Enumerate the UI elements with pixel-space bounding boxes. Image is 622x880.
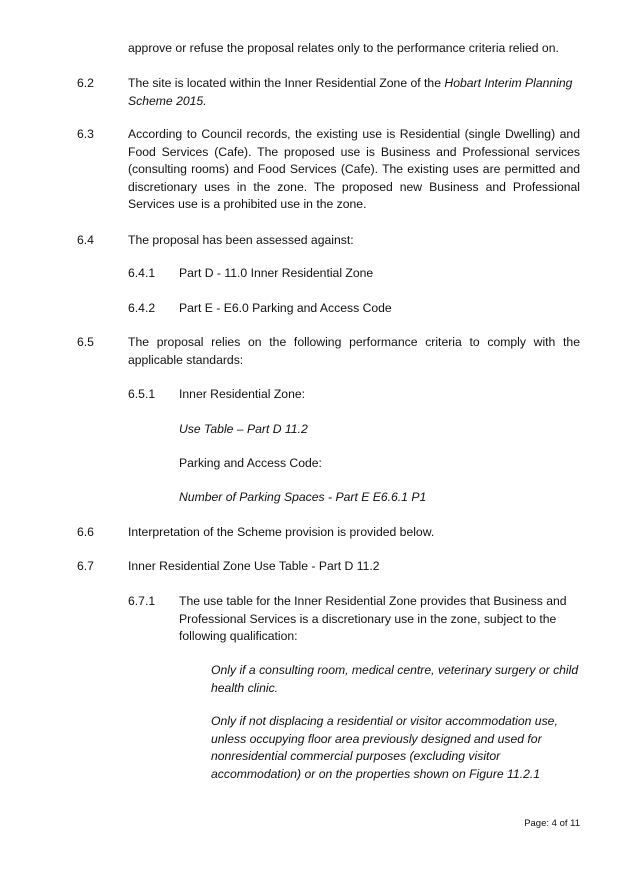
section-6-3-number: 6.3 (77, 127, 94, 141)
section-6-6-text: Interpretation of the Scheme provision is provided below. (128, 525, 435, 539)
section-6-2-scheme-title: Hobart Interim Planning Scheme 2015. (128, 76, 573, 108)
section-6-2-text (128, 75, 580, 110)
section-6-4-1-text: Part D - 11.0 Inner Residential Zone (179, 266, 374, 280)
section-6-7-1-text: The use table for the Inner Residential Zone provides that Business and Professional Services is a discretionary use in the zone, subject to the following qualification: (179, 594, 567, 644)
continuation-text: approve or refuse the proposal relates only to the performance criteria relied on. (128, 41, 559, 55)
section-6-7-text: Inner Residential Zone Use Table - Part D 11.2 (128, 559, 380, 573)
zone-label: Inner Residential Zone: (179, 387, 306, 401)
section-6-4-text: The proposal has been assessed against: (128, 233, 354, 247)
qualification-quote-2: Only if not displacing a residential or visitor accommodation use, unless occupying floor area previously designed and used for nonresidential commercial purposes (excluding visitor accommodation) or on the properties shown on Figure 11.2.1 (211, 714, 558, 781)
section-6-2-number: 6.2 (77, 76, 94, 90)
section-6-4-2-number: 6.4.2 (128, 301, 156, 315)
section-6-5-text: The proposal relies on the following performance criteria to comply with the applicable standards: (128, 335, 580, 367)
section-6-5-number: 6.5 (77, 335, 94, 349)
section-6-4-number: 6.4 (77, 233, 94, 247)
page-number: Page: 4 of 11 (524, 818, 580, 829)
section-6-2-body: The site is located within the Inner Residential Zone of the (128, 76, 445, 90)
section-6-4-2-text: Part E - E6.0 Parking and Access Code (179, 301, 392, 315)
qualification-quote-1: Only if a consulting room, medical centre, veterinary surgery or child health clinic. (211, 663, 579, 695)
section-6-5-1-number: 6.5.1 (128, 387, 156, 401)
section-6-6-number: 6.6 (77, 525, 94, 539)
code-item: Number of Parking Spaces - Part E E6.6.1 P1 (179, 490, 427, 504)
code-label: Parking and Access Code: (179, 456, 322, 470)
section-6-7-number: 6.7 (77, 559, 94, 573)
zone-item: Use Table – Part D 11.2 (179, 422, 308, 436)
section-6-4-1-number: 6.4.1 (128, 266, 156, 280)
section-6-7-1-number: 6.7.1 (128, 594, 156, 608)
section-6-3-text: According to Council records, the existing use is Residential (single Dwelling) and Food Services (Cafe). The proposed use is Business and Professional services (consulting rooms) and Food Services (Cafe). The existing uses are permitted and discretionary uses in the zone. The proposed new Business and Professional Services use is a prohibited use in the zone. (128, 127, 580, 212)
